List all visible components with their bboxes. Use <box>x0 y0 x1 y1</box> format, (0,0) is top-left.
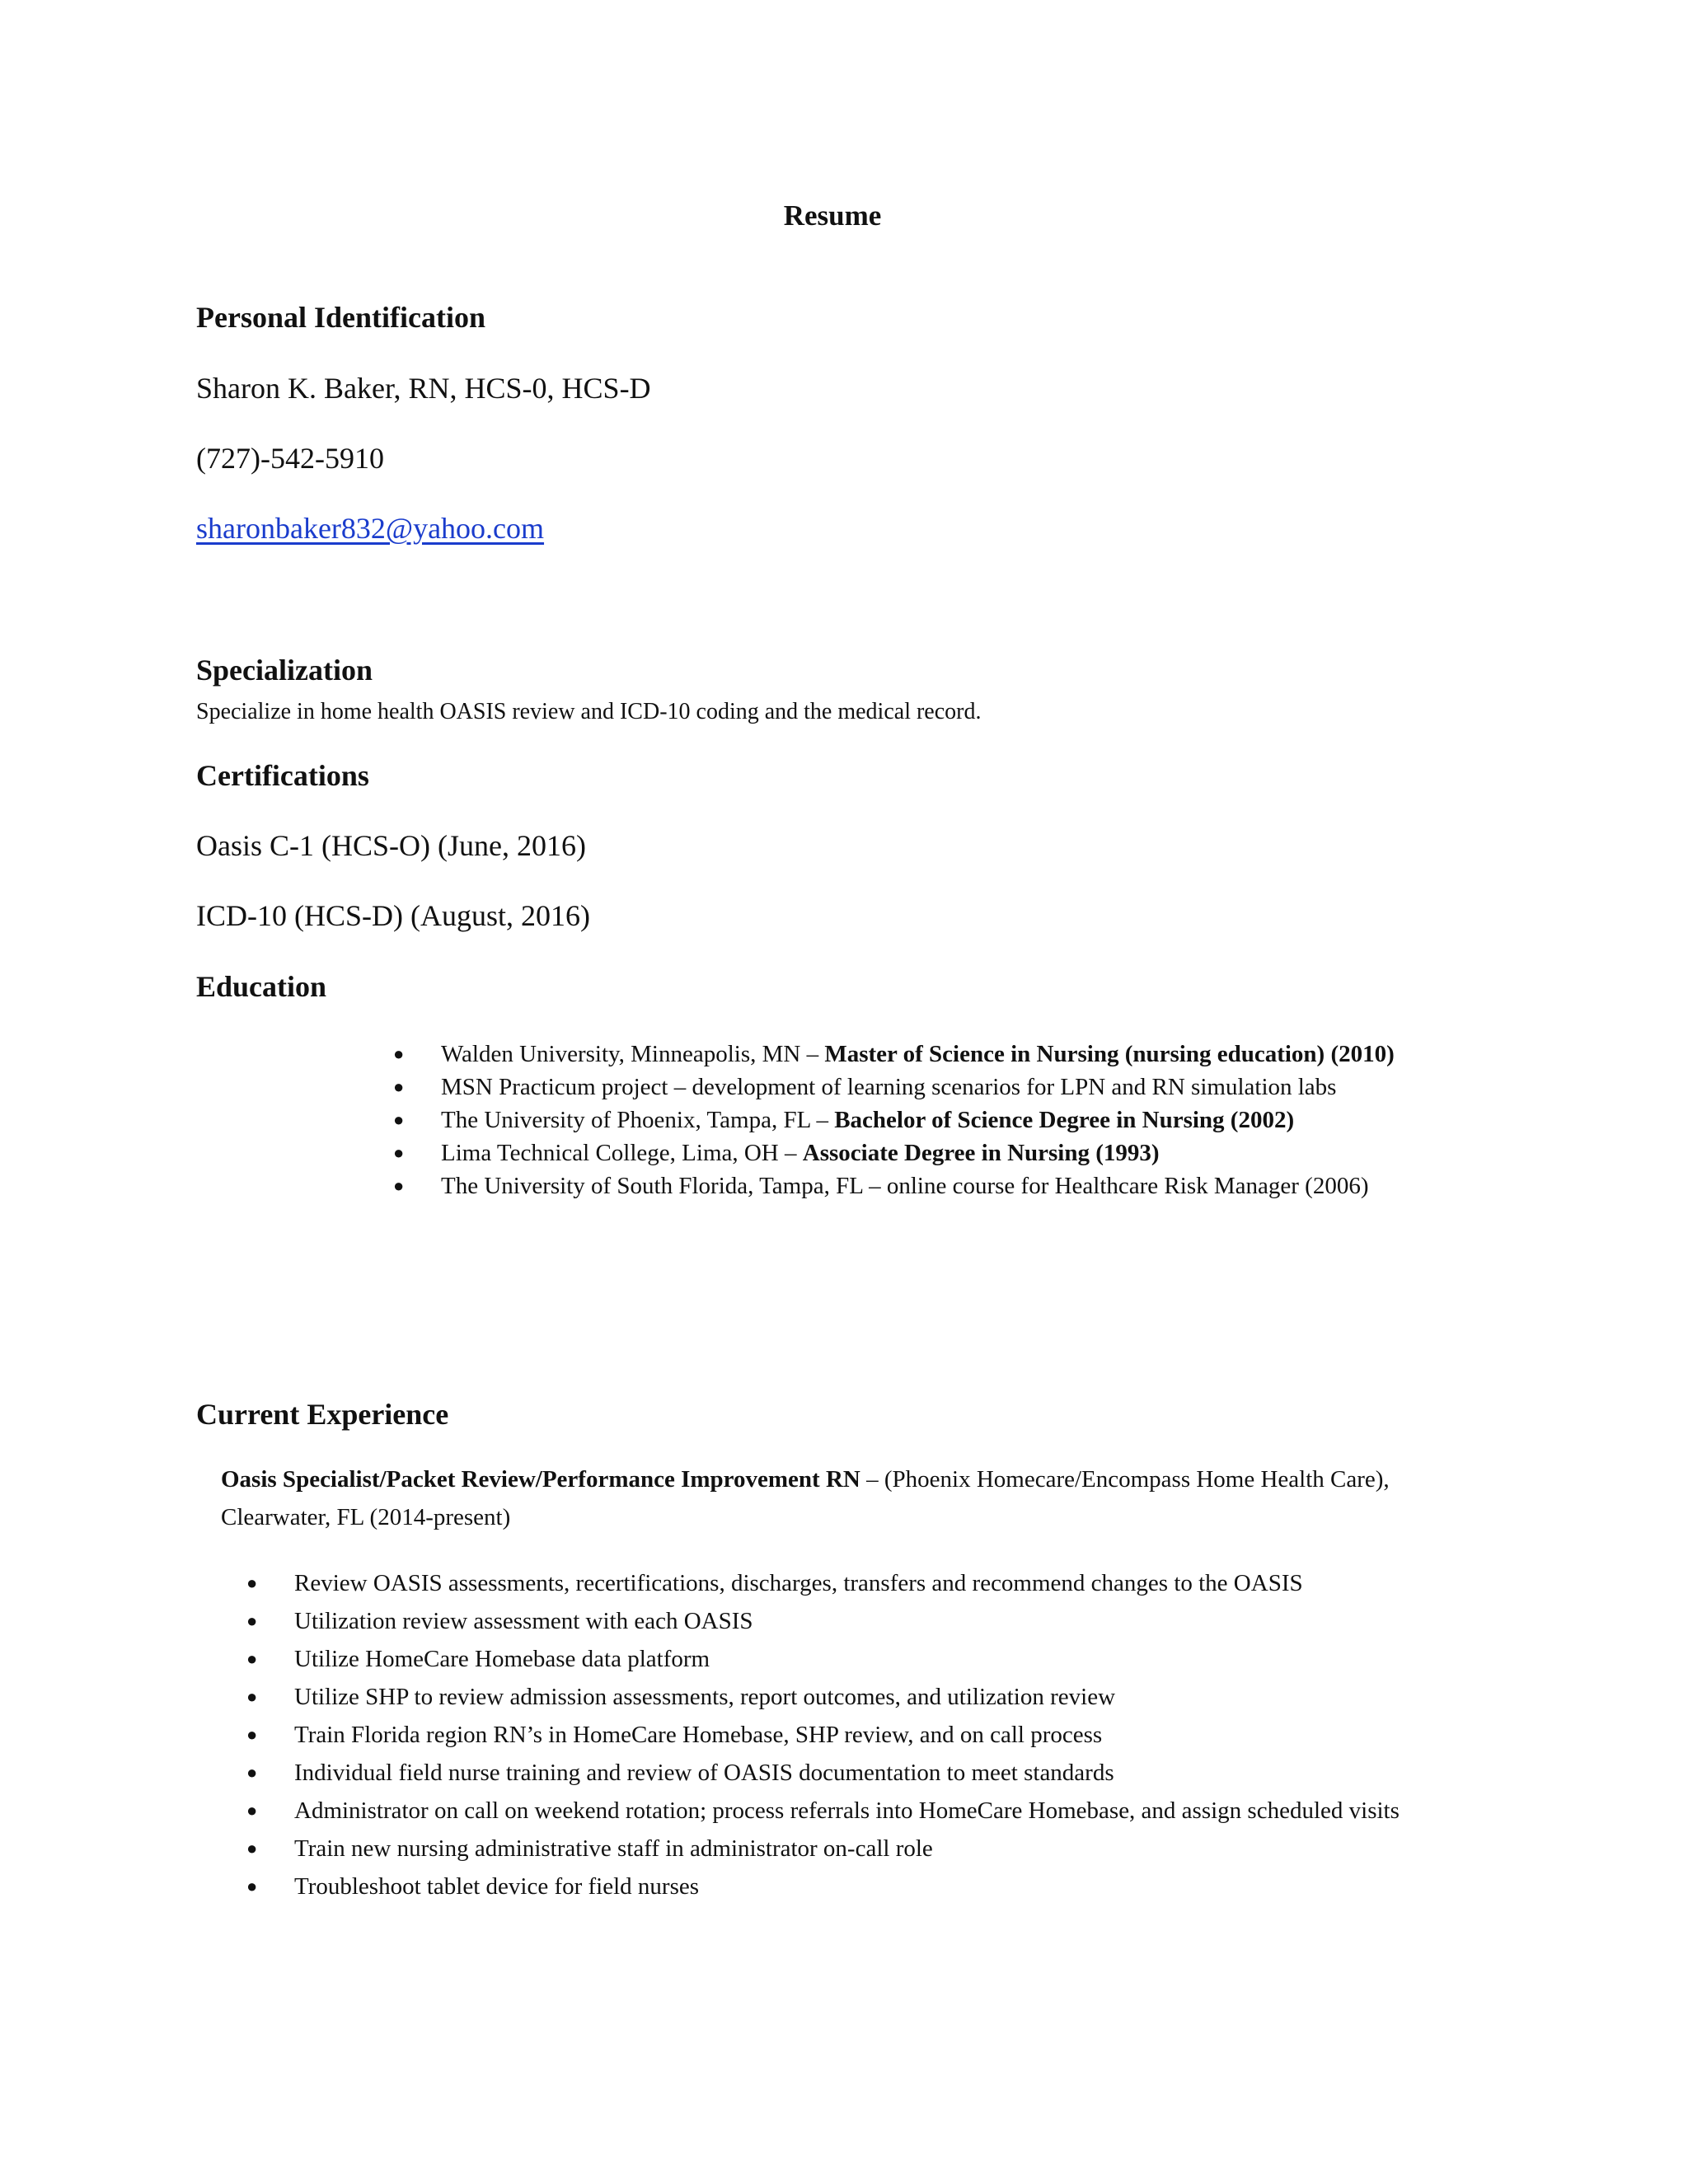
experience-duties-list <box>246 1564 1489 1905</box>
bullet-icon: ● <box>393 1043 405 1064</box>
job-detail: – (Phoenix Homecare/Encompass Home Health Care), Clearwater, FL (2014-present) <box>221 1466 1390 1530</box>
bullet-icon: ● <box>246 1610 258 1631</box>
education-heading: Education <box>196 970 327 1003</box>
job-header <box>221 1460 1416 1536</box>
bullet-icon: ● <box>393 1109 405 1130</box>
duty-item: ● Troubleshoot tablet device for field nurses <box>294 1868 1489 1905</box>
education-list <box>393 1038 1471 1203</box>
duty-item: ● Review OASIS assessments, recertifications, discharges, transfers and recommend changes to the OASIS <box>294 1564 1489 1602</box>
bullet-icon: ● <box>246 1762 258 1783</box>
bullet-icon: ● <box>393 1142 405 1163</box>
bullet-icon: ● <box>393 1076 405 1097</box>
email-wrapper <box>196 509 544 547</box>
duty-item: ● Utilize SHP to review admission assessments, report outcomes, and utilization review <box>294 1678 1489 1716</box>
email-link[interactable]: sharonbaker832@yahoo.com <box>196 512 545 545</box>
education-item: ● Walden University, Minneapolis, MN – Master of Science in Nursing (nursing education) (2010) <box>441 1038 1471 1070</box>
education-item: ● Lima Technical College, Lima, OH – Associate Degree in Nursing (1993) <box>441 1137 1471 1169</box>
certification-item: ICD-10 (HCS-D) (August, 2016) <box>196 899 590 932</box>
duty-item: ● Individual field nurse training and review of OASIS documentation to meet standards <box>294 1754 1489 1792</box>
specialization-text: Specialize in home health OASIS review and ICD-10 coding and the medical record. <box>196 699 982 724</box>
bullet-icon: ● <box>246 1838 258 1858</box>
duty-item: ● Administrator on call on weekend rotation; process referrals into HomeCare Homebase, and assign scheduled visits <box>294 1792 1489 1830</box>
duty-item: ● Train Florida region RN’s in HomeCare Homebase, SHP review, and on call process <box>294 1716 1489 1754</box>
certifications-heading: Certifications <box>196 759 369 792</box>
bullet-icon: ● <box>393 1175 405 1196</box>
bullet-icon: ● <box>246 1648 258 1669</box>
education-item: ● The University of South Florida, Tampa, FL – online course for Healthcare Risk Manager (2006) <box>441 1170 1471 1202</box>
education-item: ● MSN Practicum project – development of learning scenarios for LPN and RN simulation labs <box>441 1071 1471 1103</box>
duty-item: ● Train new nursing administrative staff in administrator on-call role <box>294 1830 1489 1868</box>
certification-item: Oasis C-1 (HCS-O) (June, 2016) <box>196 829 586 862</box>
duty-item: ● Utilize HomeCare Homebase data platform <box>294 1640 1489 1678</box>
bullet-icon: ● <box>246 1876 258 1896</box>
bullet-icon: ● <box>246 1800 258 1821</box>
current-experience-heading: Current Experience <box>196 1398 449 1431</box>
person-name: Sharon K. Baker, RN, HCS-0, HCS-D <box>196 372 651 405</box>
duty-item: ● Utilization review assessment with each OASIS <box>294 1602 1489 1640</box>
bullet-icon: ● <box>246 1724 258 1745</box>
education-item: ● The University of Phoenix, Tampa, FL – Bachelor of Science Degree in Nursing (2002) <box>441 1104 1471 1136</box>
job-title: Oasis Specialist/Packet Review/Performance Improvement RN <box>221 1466 860 1493</box>
phone-number: (727)-542-5910 <box>196 442 384 475</box>
specialization-heading: Specialization <box>196 654 373 687</box>
document-title: Resume <box>783 199 882 232</box>
bullet-icon: ● <box>246 1686 258 1707</box>
bullet-icon: ● <box>246 1572 258 1593</box>
personal-identification-heading: Personal Identification <box>196 301 485 334</box>
